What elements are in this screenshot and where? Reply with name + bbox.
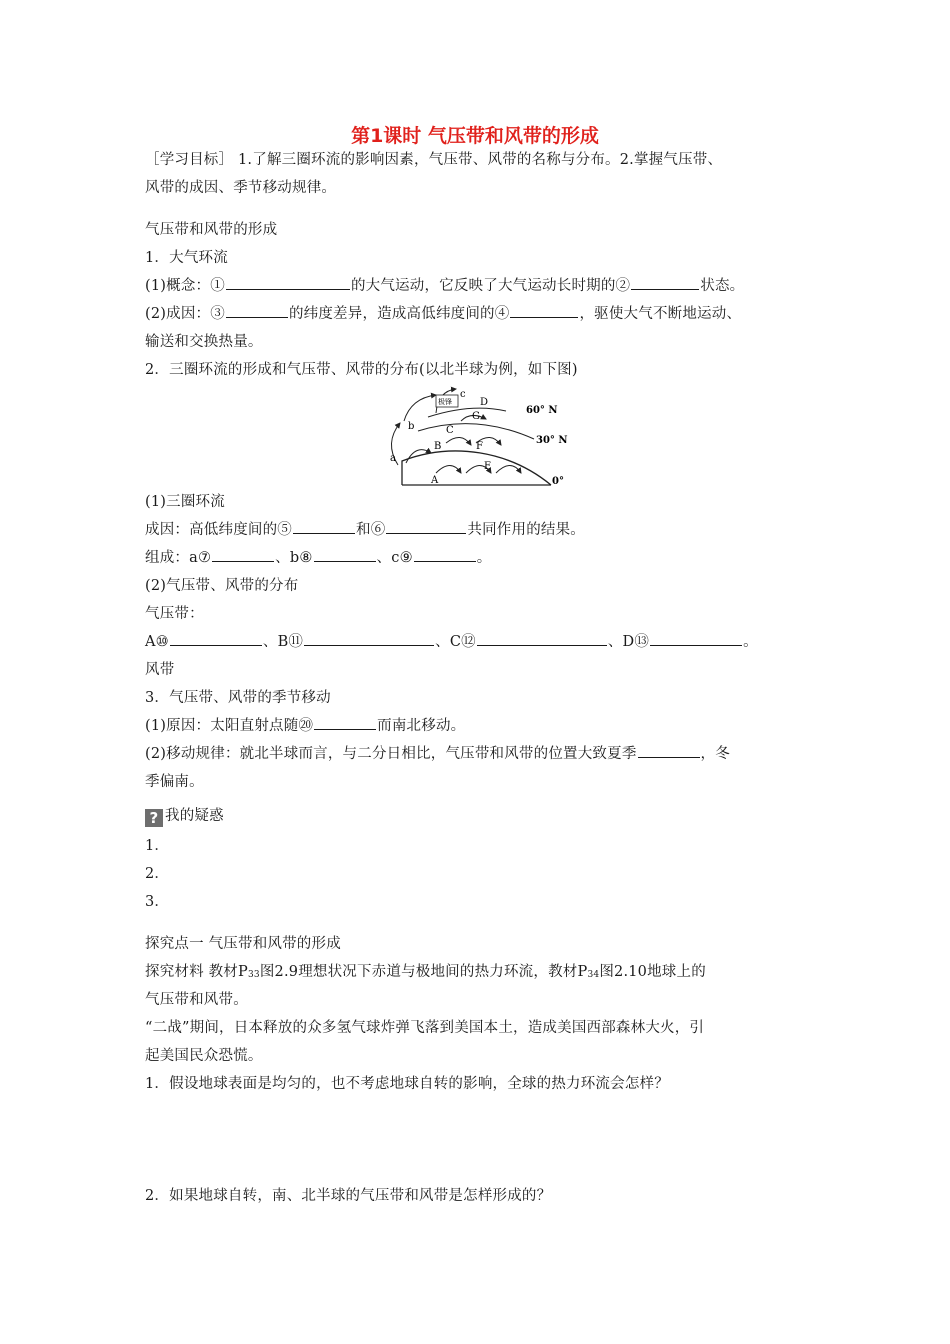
item1-title: 1．大气环流 bbox=[145, 250, 228, 266]
cell-arrow-3 bbox=[496, 466, 521, 474]
reason-line bbox=[145, 714, 465, 735]
label-a: a bbox=[390, 453, 396, 464]
rule-line-2: 季偏南。 bbox=[145, 774, 204, 790]
blank-20[interactable] bbox=[314, 715, 376, 730]
rule-text-b: ，冬 bbox=[700, 746, 730, 762]
label-D: D bbox=[480, 397, 489, 408]
material-text-c: 图2.10地球上的 bbox=[599, 964, 706, 980]
explore-material-line bbox=[145, 960, 706, 981]
comp-text-a: 组成：a⑦ bbox=[145, 550, 212, 566]
story-line-2: 起美国民众恐慌。 bbox=[145, 1048, 263, 1064]
pressure-heading: 气压带： bbox=[145, 606, 204, 622]
blank-3[interactable] bbox=[226, 303, 288, 318]
label-0: 0° bbox=[552, 476, 564, 487]
reason-text-a: (1)原因：太阳直射点随⑳ bbox=[145, 718, 314, 734]
pressure-text-b: 、B⑪ bbox=[262, 634, 304, 650]
blank-1[interactable] bbox=[226, 275, 350, 290]
story-line-1: “二战”期间，日本释放的众多氢气球炸弹飞落到美国本土，造成美国西部森林大火，引 bbox=[145, 1020, 705, 1036]
label-C: C bbox=[446, 425, 454, 436]
concept-line bbox=[145, 274, 744, 295]
concept-text-c: 状态。 bbox=[700, 278, 745, 294]
label-60n: 60° N bbox=[526, 405, 558, 416]
concept-text-b: 的大气运动，它反映了大气运动长时期的② bbox=[350, 278, 631, 294]
wind-heading: 风带 bbox=[145, 662, 175, 678]
composition-line bbox=[145, 546, 491, 567]
cause-line bbox=[145, 302, 741, 323]
material-text-a: 探究材料 教材P bbox=[145, 964, 248, 980]
pressure-text-c: 、C⑫ bbox=[435, 634, 476, 650]
objectives-line-1: ［学习目标］ 1.了解三圈环流的影响因素，气压带、风带的名称与分布。2.掌握气压带、 bbox=[145, 152, 723, 168]
blank-4[interactable] bbox=[510, 303, 578, 318]
objectives-line-2: 风带的成因、季节移动规律。 bbox=[145, 180, 337, 196]
page-ref-34: 34 bbox=[587, 970, 600, 980]
label-polar-front: 极锋 bbox=[438, 398, 452, 406]
three-cell-heading: (1)三圈环流 bbox=[145, 494, 225, 510]
cell-arrow-4 bbox=[446, 437, 471, 445]
comp-text-c: 、c⑨ bbox=[376, 550, 413, 566]
page-ref-33: 33 bbox=[247, 970, 260, 980]
blank-12[interactable] bbox=[477, 631, 607, 646]
comp-text-b: 、b⑧ bbox=[275, 550, 313, 566]
section-heading: 气压带和风带的形成 bbox=[145, 222, 278, 238]
blank-7[interactable] bbox=[212, 547, 274, 562]
lat-30-line bbox=[418, 424, 534, 439]
pressure-text-end: 。 bbox=[743, 634, 758, 650]
label-30n: 30° N bbox=[536, 435, 568, 446]
label-E: E bbox=[484, 461, 492, 472]
explore-point-heading: 探究点一 气压带和风带的形成 bbox=[145, 936, 341, 952]
lat-60-line bbox=[428, 408, 506, 417]
label-b: b bbox=[408, 421, 415, 432]
rule-line bbox=[145, 742, 730, 763]
doubt-item-2: 2． bbox=[145, 866, 170, 882]
label-A: A bbox=[431, 475, 439, 486]
seasonal-title: 3．气压带、风带的季节移动 bbox=[145, 690, 331, 706]
concept-text-a: (1)概念：① bbox=[145, 278, 225, 294]
doubt-item-3: 3． bbox=[145, 894, 170, 910]
question-2: 2．如果地球自转，南、北半球的气压带和风带是怎样形成的？ bbox=[145, 1188, 552, 1204]
formation-text-b: 和⑥ bbox=[356, 522, 386, 538]
item2-title: 2．三圈环流的形成和气压带、风带的分布(以北半球为例，如下图) bbox=[145, 362, 578, 378]
formation-text-c: 共同作用的结果。 bbox=[467, 522, 586, 538]
formation-text-a: 成因：高低纬度间的⑤ bbox=[145, 522, 292, 538]
distribution-heading: (2)气压带、风带的分布 bbox=[145, 578, 299, 594]
cause-text-a: (2)成因：③ bbox=[145, 306, 225, 322]
reason-text-b: 而南北移动。 bbox=[377, 718, 466, 734]
blank-21[interactable] bbox=[638, 743, 700, 758]
blank-5[interactable] bbox=[293, 519, 355, 534]
material-text-b: 图2.9理想状况下赤道与极地间的热力环流，教材P bbox=[259, 964, 588, 980]
blank-10[interactable] bbox=[170, 631, 262, 646]
rule-text-a: (2)移动规律：就北半球而言，与二分日相比，气压带和风带的位置大致夏季 bbox=[145, 746, 637, 762]
label-B: B bbox=[434, 441, 442, 452]
label-c: c bbox=[460, 389, 466, 400]
pressure-text-d: 、D⑬ bbox=[607, 634, 650, 650]
blank-11[interactable] bbox=[304, 631, 434, 646]
formation-line bbox=[145, 518, 585, 539]
pressure-belts-line bbox=[145, 630, 758, 651]
question-icon: ? bbox=[145, 809, 163, 827]
doubts-heading bbox=[145, 804, 224, 827]
doubts-label: 我的疑惑 bbox=[165, 808, 224, 824]
explore-material-line-2: 气压带和风带。 bbox=[145, 992, 248, 1008]
three-cell-circulation-diagram bbox=[376, 383, 576, 491]
blank-9[interactable] bbox=[414, 547, 476, 562]
question-1: 1．假设地球表面是均匀的，也不考虑地球自转的影响，全球的热力环流会怎样？ bbox=[145, 1076, 669, 1092]
label-G: G bbox=[472, 411, 480, 422]
blank-8[interactable] bbox=[314, 547, 376, 562]
blank-2[interactable] bbox=[631, 275, 699, 290]
label-F: F bbox=[476, 441, 483, 452]
cell-arrow-1 bbox=[436, 466, 461, 474]
blank-13[interactable] bbox=[650, 631, 742, 646]
comp-text-d: 。 bbox=[476, 550, 492, 566]
pressure-text-a: A⑩ bbox=[145, 634, 169, 650]
blank-6[interactable] bbox=[386, 519, 466, 534]
doubt-item-1: 1． bbox=[145, 838, 170, 854]
cause-line-2: 输送和交换热量。 bbox=[145, 334, 263, 350]
cause-text-c: ，驱使大气不断地运动、 bbox=[579, 306, 742, 322]
cause-text-b: 的纬度差异，造成高低纬度间的④ bbox=[288, 306, 510, 322]
loop-upper bbox=[404, 395, 436, 421]
hemisphere-arc bbox=[402, 451, 551, 485]
page-title: 第1课时 气压带和风带的形成 bbox=[351, 125, 599, 147]
